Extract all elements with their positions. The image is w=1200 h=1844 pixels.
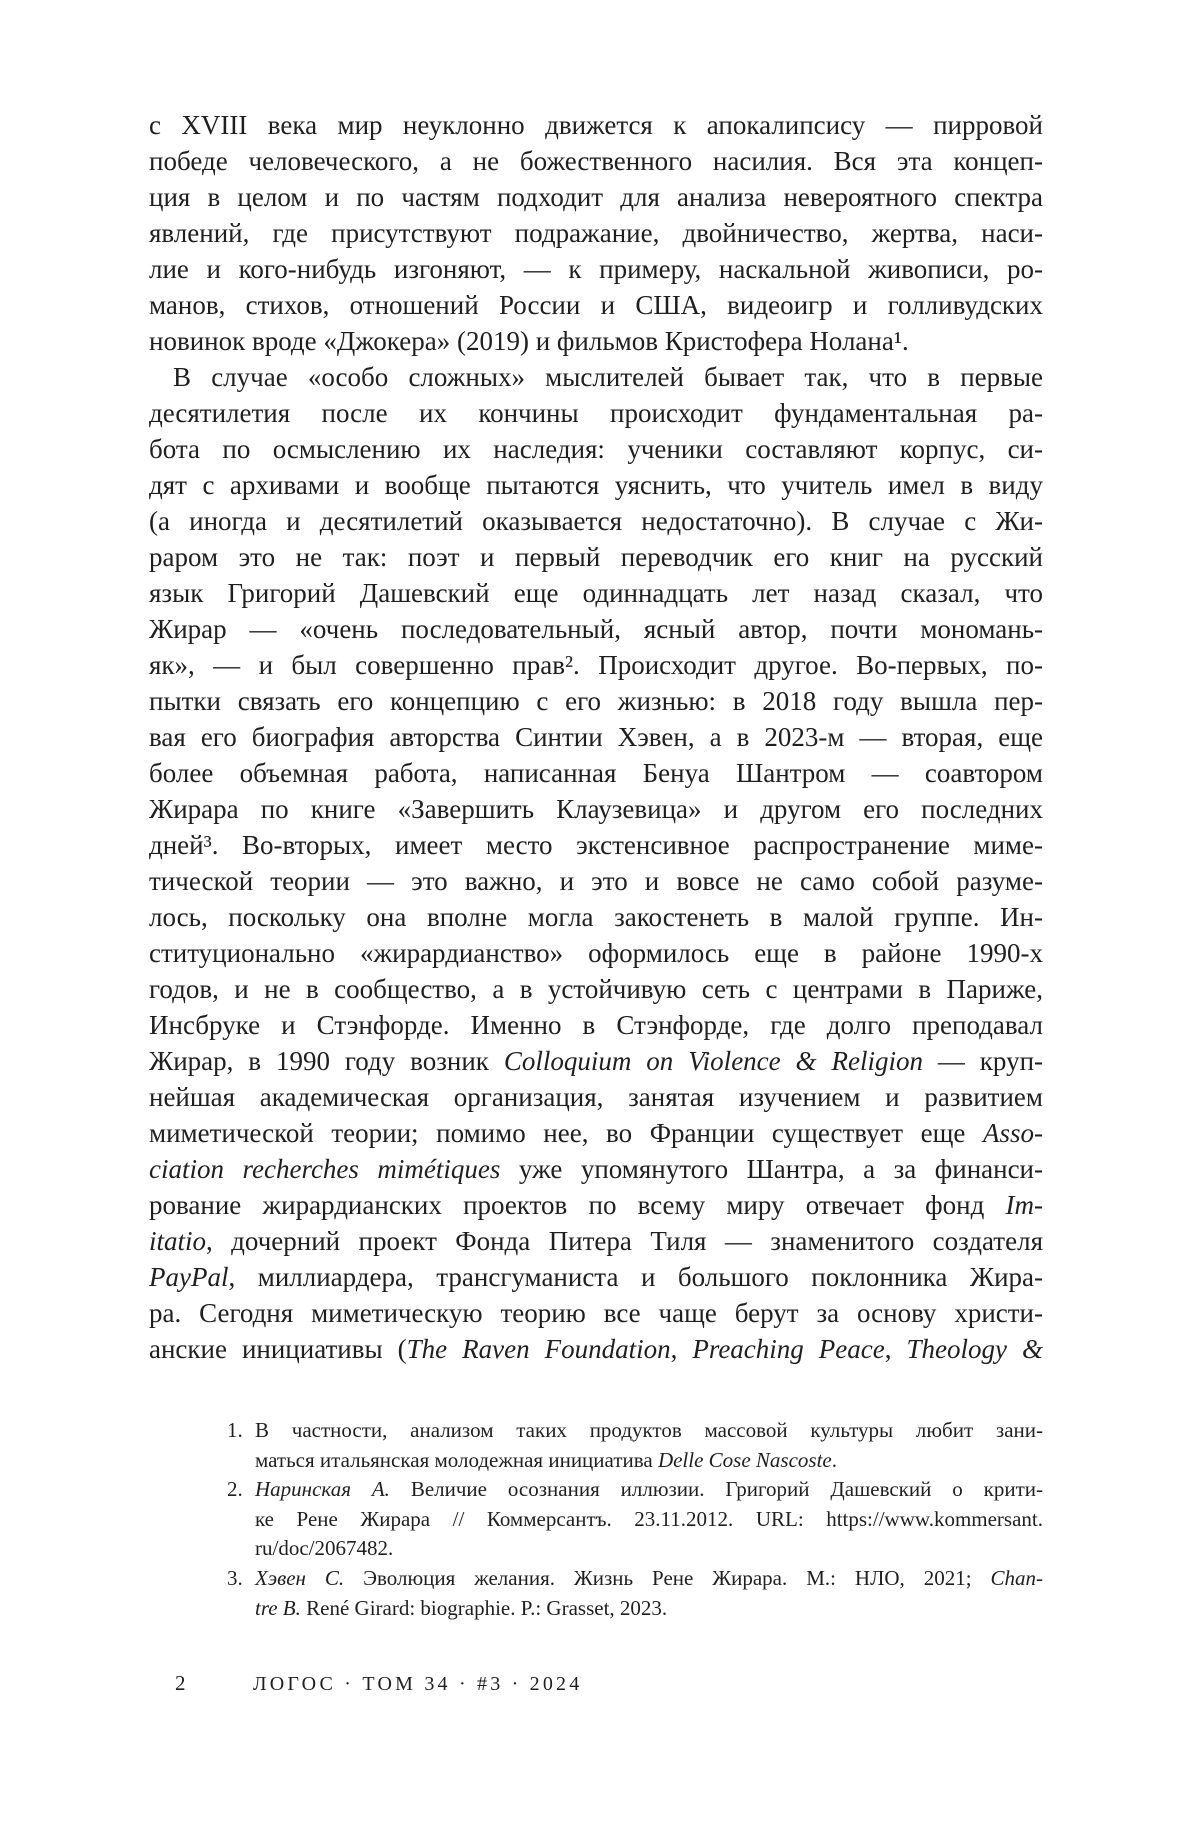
footnote-line [255, 1594, 1043, 1624]
text-segment: манов, стихов, отношений России и США, видеоигр и голливудских [149, 290, 1043, 320]
text-segment: язык Григорий Дашевский еще одиннадцать лет назад сказал, что [149, 578, 1043, 608]
text-segment: , [884, 1334, 907, 1364]
text-segment: Жирара по книге «Завершить Клаузевица» и другом его последних [149, 794, 1043, 824]
text-segment: — круп- [922, 1046, 1044, 1076]
text-segment: нейшая академическая организация, занятая изучением и развитием [149, 1082, 1043, 1112]
text-line [149, 467, 1043, 503]
footnote-line [255, 1564, 1043, 1594]
text-segment: победе человеческого, а не божественного насилия. Вся эта концеп- [149, 146, 1043, 176]
footnote-line [255, 1505, 1043, 1535]
footnote-line [255, 1446, 1043, 1476]
text-line [149, 1259, 1043, 1295]
text-segment: , [670, 1334, 693, 1364]
footnote-number: 3. [227, 1565, 243, 1590]
main-text-block [149, 107, 1043, 1367]
text-segment: ра. Сегодня миметическую теорию все чаще берут за основу христи- [149, 1298, 1043, 1328]
text-line [149, 179, 1043, 215]
text-line [149, 215, 1043, 251]
italic-text-segment: Colloquium on Violence & Religion [503, 1046, 923, 1076]
text-segment: лось, поскольку она вполне могла закостенеть в малой группе. Ин- [149, 902, 1043, 932]
text-segment: маться итальянская молодежная инициатива [255, 1447, 658, 1472]
text-line [149, 935, 1043, 971]
text-segment: (а иногда и десятилетий оказывается недостаточно). В случае с Жи- [149, 506, 1043, 536]
text-segment: . [831, 1447, 837, 1472]
text-segment: René Girard: biographie. P.: Grasset, 2023. [300, 1595, 668, 1620]
text-line [149, 431, 1043, 467]
text-segment: дней³. Во-вторых, имеет место экстенсивное распространение миме- [149, 830, 1043, 860]
italic-text-segment: ciation recherches mimétiques [149, 1154, 501, 1184]
text-segment: более объемная работа, написанная Бенуа Шантром — соавтором [149, 758, 1043, 788]
text-line [149, 143, 1043, 179]
text-segment: с XVIII века мир неуклонно движется к апокалипсису — пирровой [149, 110, 1043, 140]
text-line [149, 1187, 1043, 1223]
footnotes-block [227, 1416, 1043, 1623]
text-line [149, 359, 1043, 395]
text-line [149, 755, 1043, 791]
page-number: 2 [175, 1671, 186, 1695]
italic-text-segment: Theology & [906, 1334, 1043, 1364]
text-line [149, 323, 1043, 359]
text-segment: ru/doc/2067482. [255, 1536, 394, 1561]
text-segment: В частности, анализом таких продуктов массовой культуры любит зани- [255, 1418, 1043, 1442]
text-segment: миметической теории; помимо нее, во Франции существует еще [149, 1118, 983, 1148]
footnote-number: 1. [227, 1418, 243, 1442]
italic-text-segment: Delle Cose Nascoste [657, 1447, 832, 1472]
text-segment: раром это не так: поэт и первый переводчик его книг на русский [149, 542, 1043, 572]
footnote [227, 1475, 1043, 1564]
footnote [227, 1416, 1043, 1475]
text-segment: новинок вроде «Джокера» (2019) и фильмов Кристофера Нолана¹. [149, 326, 909, 356]
text-segment: годов, и не в сообщество, а в устойчивую сеть с центрами в Париже, [149, 974, 1043, 1004]
text-segment: десятилетия после их кончины происходит фундаментальная ра- [149, 398, 1043, 428]
text-segment: ке Рене Жирара // Коммерсантъ. 23.11.2012. URL: https://www.kommersant. [255, 1506, 1043, 1531]
text-segment: Жирар — «очень последовательный, ясный автор, почти мономань- [149, 614, 1043, 644]
italic-text-segment: itatio [149, 1226, 207, 1256]
text-line [149, 647, 1043, 683]
text-segment: , дочерний проект Фонда Питера Тиля — знаменитого создателя [206, 1226, 1043, 1256]
text-segment: дят с архивами и вообще пытаются уяснить, что учитель имел в виду [149, 470, 1043, 500]
text-line [149, 539, 1043, 575]
text-line [149, 1043, 1043, 1079]
text-line [149, 899, 1043, 935]
text-segment: пытки связать его концепцию с его жизнью: в 2018 году вышла пер- [149, 686, 1043, 716]
text-segment: Жирар, в 1990 году возник [149, 1046, 504, 1076]
italic-text-segment: Preaching Peace [692, 1334, 885, 1364]
footnote-line [255, 1534, 1043, 1564]
text-line [149, 1295, 1043, 1331]
italic-text-segment: Chan- [990, 1565, 1043, 1590]
footnote [227, 1564, 1043, 1623]
text-segment: як», — и был совершенно прав². Происходит другое. Во-первых, по- [149, 650, 1043, 680]
text-line [149, 791, 1043, 827]
text-line [149, 1007, 1043, 1043]
italic-text-segment: Asso- [983, 1118, 1043, 1148]
text-line [149, 251, 1043, 287]
text-segment: ция в целом и по частям подходит для анализа невероятного спектра [149, 182, 1043, 212]
text-segment: бота по осмыслению их наследия: ученики составляют корпус, си- [149, 434, 1043, 464]
text-line [149, 1115, 1043, 1151]
text-line [149, 863, 1043, 899]
footnote-number: 2. [227, 1477, 243, 1502]
italic-text-segment: The Raven Foundation [406, 1334, 671, 1364]
text-line [149, 503, 1043, 539]
italic-text-segment: Im- [1005, 1190, 1043, 1220]
text-segment: уже упомянутого Шантра, а за финанси- [500, 1154, 1043, 1184]
journal-running-title: ЛОГОС · ТОМ 34 · #3 · 2024 [253, 1673, 583, 1695]
italic-text-segment: PayPal [149, 1262, 229, 1292]
text-segment: явлений, где присутствуют подражание, двойничество, жертва, наси- [149, 218, 1043, 248]
italic-text-segment: Наринская А. [255, 1477, 390, 1502]
text-segment: , миллиардера, трансгуманиста и большого поклонника Жира- [228, 1262, 1043, 1292]
text-line [149, 1079, 1043, 1115]
text-segment: лие и кого-нибудь изгоняют, — к примеру, наскальной живописи, ро- [149, 254, 1043, 284]
text-line [149, 1223, 1043, 1259]
text-line [149, 683, 1043, 719]
text-segment: Инсбруке и Стэнфорде. Именно в Стэнфорде, где долго преподавал [149, 1010, 1043, 1040]
italic-text-segment: tre B. [255, 1595, 301, 1620]
text-line [149, 971, 1043, 1007]
text-line [149, 1331, 1043, 1367]
text-line [149, 287, 1043, 323]
text-segment: анские инициативы ( [149, 1334, 407, 1364]
text-line [149, 827, 1043, 863]
text-line [149, 611, 1043, 647]
text-line [149, 1151, 1043, 1187]
page-footer [0, 1671, 1200, 1701]
italic-text-segment: Хэвен С. [255, 1565, 345, 1590]
text-segment: рование жирардианских проектов по всему миру отвечает фонд [149, 1190, 1006, 1220]
text-line [149, 575, 1043, 611]
footnote-line [255, 1475, 1043, 1505]
text-segment: Величие осознания иллюзии. Григорий Дашевский о крити- [389, 1477, 1043, 1502]
text-segment: вая его биография авторства Синтии Хэвен, а в 2023-м — вторая, еще [149, 722, 1043, 752]
text-segment: Эволюция желания. Жизнь Рене Жирара. М.: НЛО, 2021; [344, 1565, 991, 1590]
text-segment: ституционально «жирардианство» оформилось еще в районе 1990-х [149, 938, 1043, 968]
text-line [149, 719, 1043, 755]
text-line [149, 395, 1043, 431]
text-line [149, 107, 1043, 143]
text-segment: тической теории — это важно, и это и вовсе не само собой разуме- [149, 866, 1043, 896]
footnote-line [255, 1416, 1043, 1446]
text-segment: В случае «особо сложных» мыслителей бывает так, что в первые [173, 362, 1043, 392]
